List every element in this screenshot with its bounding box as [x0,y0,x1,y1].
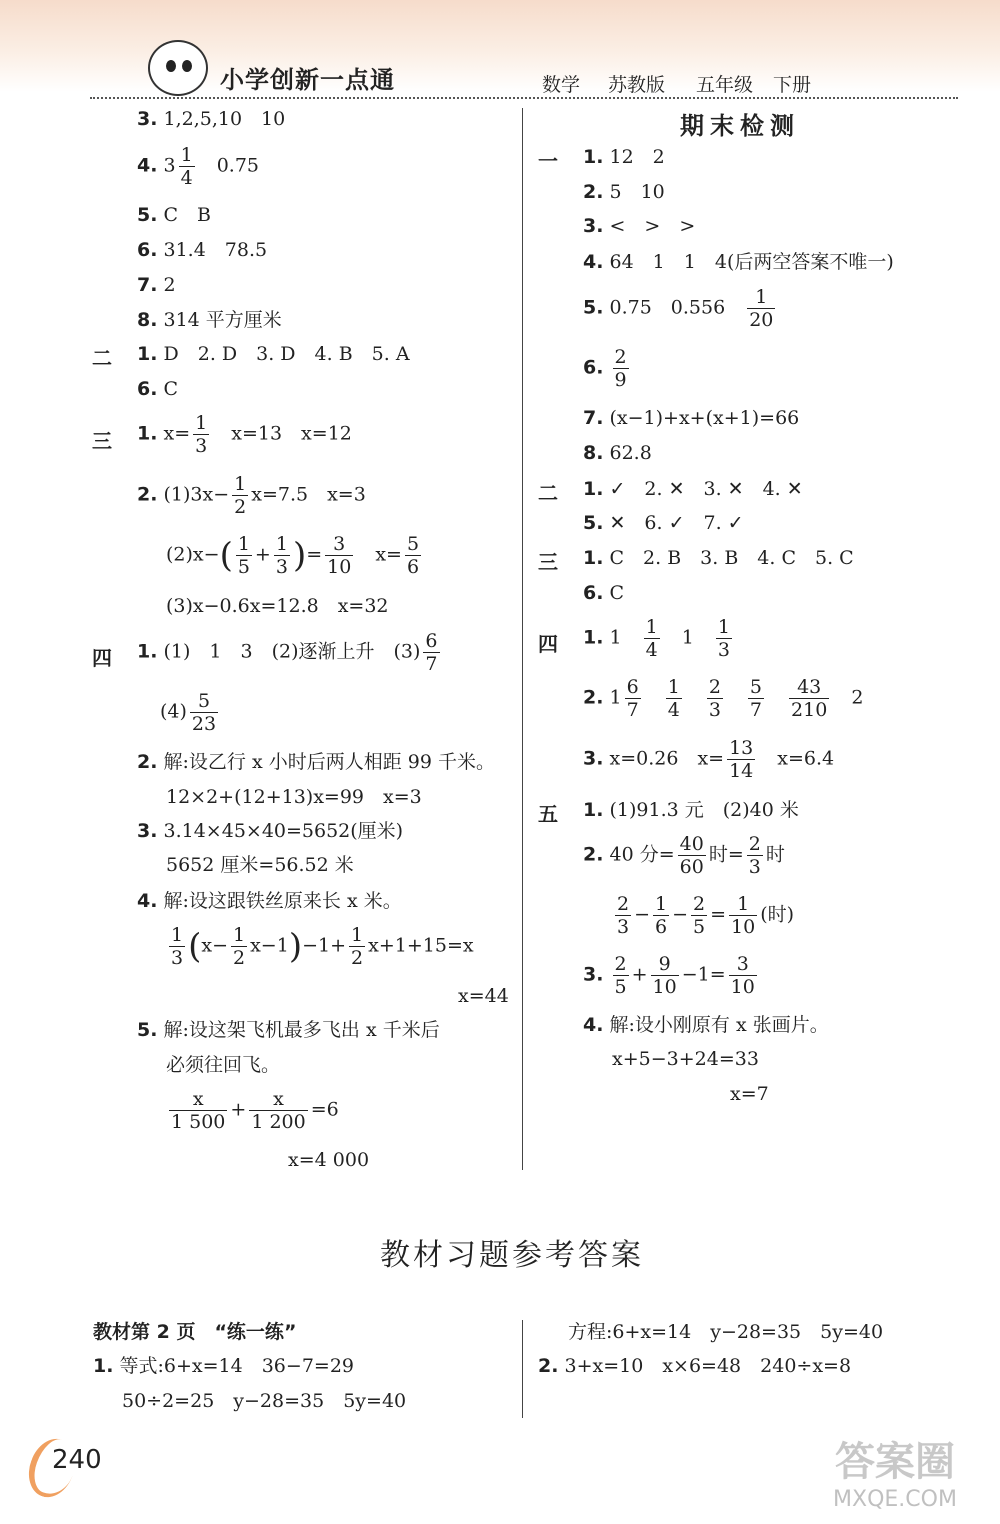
answer-line: 2. 3+x=10 x×6=48 240÷x=8 [538,1355,852,1377]
answer-line: 1. 1 $\frac{1}{4}$ 1 $\frac{1}{3}$ [583,616,730,661]
section-label: 三 [92,429,112,453]
answer-line: 1. (1) 1 3 (2)逐渐上升 (3) $\frac{6}{7}$ [137,630,438,675]
answer-line: 6. C [583,582,625,604]
series-title: 小学创新一点通 [220,66,395,94]
answer-line: x+5−3+24=33 [612,1048,759,1070]
answer-line: 1. 12 2 [583,146,665,168]
section-label: 一 [538,149,558,173]
answer-line: 2. 40 分= $\frac{40}{60}$ 时= $\frac{2}{3}$ 时 [583,833,785,878]
answer-line: 1. D 2. D 3. D 4. B 5. A [137,343,410,365]
answer-line: 5652 厘米=56.52 米 [166,854,354,876]
header-volume: 下册 [773,74,812,96]
answer-line: 7. (x−1)+x+(x+1)=66 [583,407,800,429]
answer-line: 6. $\frac{2}{9}$ [583,346,627,391]
answer-line: (3)x−0.6x=12.8 x=32 [166,595,389,617]
answer-line: 方程:6+x=14 y−28=35 5y=40 [568,1321,884,1343]
watermark-logo-text: 答案圈 [835,1439,955,1485]
answer-line: 2. (1)3x− $\frac{1}{2}$ x=7.5 x=3 [137,473,366,518]
answer-line: 4. 3 $\frac{1}{4}$ 0.75 [137,144,260,189]
answer-line: 8. 314 平方厘米 [137,309,282,331]
answer-line: 6. C [137,378,179,400]
header-subject: 数学 [542,74,581,96]
answer-line: 50÷2=25 y−28=35 5y=40 [122,1390,407,1412]
answer-line: (2)x−( $\frac{1}{5}$ + $\frac{1}{3}$ )= $\frac{3}{10}$ x= $\frac{5}{6}$ [166,533,420,578]
answer-line: 2. 5 10 [583,181,665,203]
section-label: 四 [538,632,558,656]
section-title: 期末检测 [680,112,800,140]
answer-line: 4. 解:设小刚原有 x 张画片。 [583,1014,829,1036]
answer-line: $\frac{1}{3}$ (x− $\frac{1}{2}$ x−1)−1+ $\frac{1}{2}$ x+1+15=x [171,924,474,969]
answer-line: 3. $\frac{2}{5}$ + $\frac{9}{10}$ −1= $\frac{3}{10}$ [583,953,755,998]
header-grade: 五年级 [696,74,754,96]
section-heading: 教材第 2 页 “练一练” [93,1321,297,1343]
answer-line: 3. x=0.26 x= $\frac{13}{14}$ x=6.4 [583,737,835,782]
page-title: 教材习题参考答案 [380,1238,644,1273]
answer-line: 1. ✓ 2. ✕ 3. ✕ 4. ✕ [583,478,803,500]
answer-line: $\frac{2}{3}$ − $\frac{1}{6}$ − $\frac{2}{5}$ = $\frac{1}{10}$ (时) [617,893,795,938]
mascot-icon [148,40,208,96]
header-edition: 苏教版 [608,74,666,96]
answer-line: 3. < > > [583,215,696,237]
answer-line: 1. (1)91.3 元 (2)40 米 [583,799,799,821]
answer-line: 5. C B [137,204,212,226]
answer-line: 1. 等式:6+x=14 36−7=29 [93,1355,355,1377]
answer-line: x=4 000 [288,1149,370,1171]
answer-line: 7. 2 [137,274,176,296]
answer-line: x=7 [730,1083,769,1105]
section-label: 五 [538,802,558,826]
answer-line: 12×2+(12+13)x=99 x=3 [166,786,422,808]
watermark [800,1430,990,1520]
section-label: 二 [92,346,112,370]
answer-line: 2. 解:设乙行 x 小时后两人相距 99 千米。 [137,751,495,773]
answer-line: 6. 31.4 78.5 [137,239,268,261]
column-divider [522,1320,523,1418]
watermark-url: MXQE.COM [833,1487,957,1512]
answer-line: 4. 64 1 1 4(后两空答案不唯一) [583,251,894,273]
header-divider [90,97,958,99]
section-label: 二 [538,481,558,505]
answer-line: 3. 1,2,5,10 10 [137,108,286,130]
answer-line: 8. 62.8 [583,442,652,464]
page-number: 240 [52,1445,102,1475]
answer-line: (4) $\frac{5}{23}$ [160,690,217,735]
column-divider [522,108,523,1170]
section-label: 四 [92,646,112,670]
answer-line: 2. 1 $\frac{6}{7}$ $\frac{1}{4}$ $\frac{2}{3}$ $\frac{5}{7}$ $\frac{43}{210}$ 2 [583,676,864,721]
answer-line: 5. ✕ 6. ✓ 7. ✓ [583,512,744,534]
answer-line: 5. 0.75 0.556 $\frac{1}{20}$ [583,286,774,331]
answer-line: 1. x= $\frac{1}{3}$ x=13 x=12 [137,412,352,457]
answer-line: 1. C 2. B 3. B 4. C 5. C [583,547,854,569]
answer-line: 3. 3.14×45×40=5652(厘米) [137,820,404,842]
answer-line: 4. 解:设这跟铁丝原来长 x 米。 [137,890,402,912]
answer-line: 必须往回飞。 [166,1054,281,1076]
answer-line: x=44 [458,985,509,1007]
answer-line: $\frac{x}{1 500}$ + $\frac{x}{1 200}$ =6 [171,1088,339,1133]
section-label: 三 [538,550,558,574]
answer-line: 5. 解:设这架飞机最多飞出 x 千米后 [137,1019,440,1041]
